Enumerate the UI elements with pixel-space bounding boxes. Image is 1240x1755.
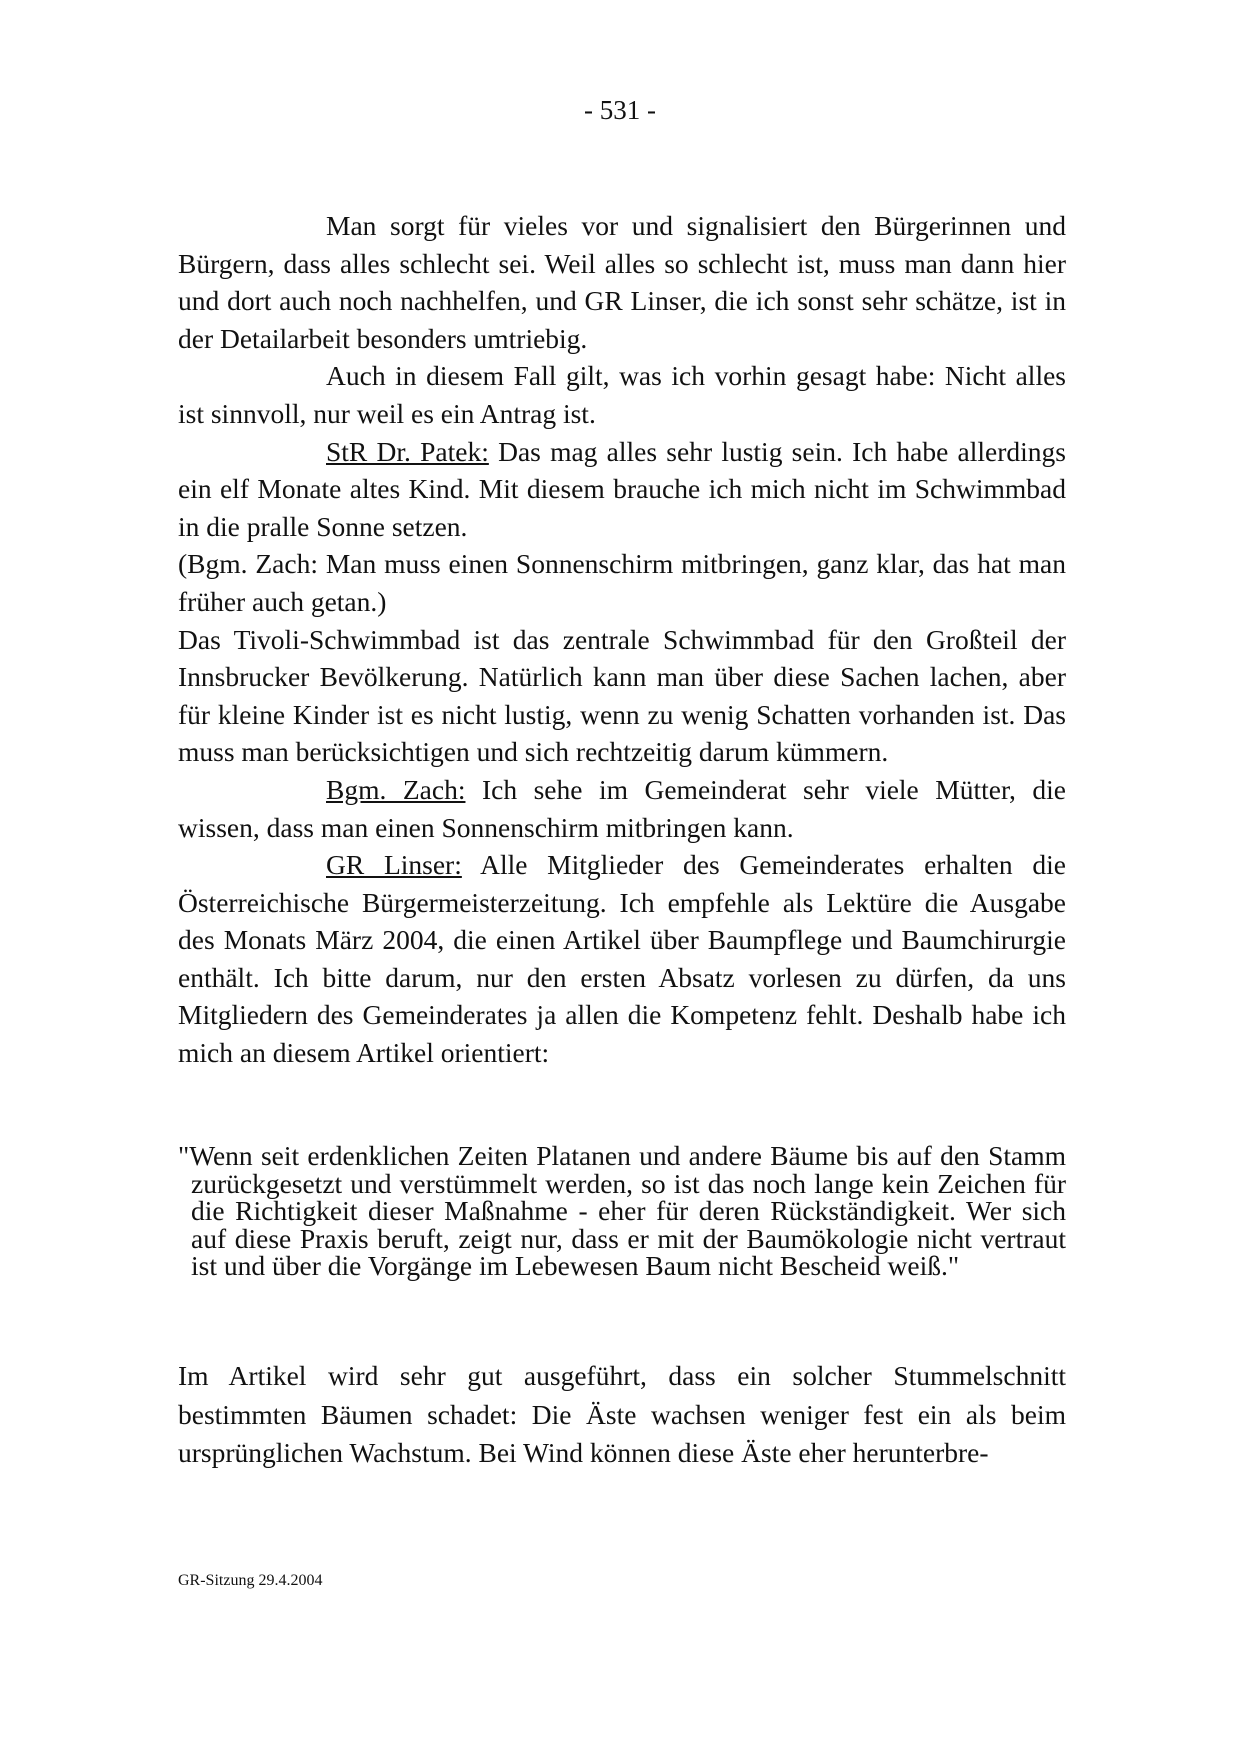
paragraph-3-text: Das mag alles sehr lustig sein. Ich habe allerdings ein elf Monate altes Kind. Mit diesem brauche ich mich nicht im Schwimmbad in die pralle Sonne setzen.	[178, 435, 1067, 542]
footer-session-date: GR-Sitzung 29.4.2004	[178, 1572, 323, 1589]
paragraph-2: Auch in diesem Fall gilt, was ich vorhin gesagt habe: Nicht alles ist sinnvoll, nur weil es ein Antrag ist.	[178, 360, 1066, 429]
speaker-linser: GR Linser:	[326, 849, 462, 881]
page-number: - 531 -	[584, 95, 656, 125]
paragraph-6-text: Ich sehe im Gemeinderat sehr viele Mütter, die wissen, dass man einen Sonnenschirm mitbringen kann.	[178, 773, 1066, 843]
paragraph-1: Man sorgt für vieles vor und signalisiert den Bürgerinnen und Bürgern, dass alles schlecht sei. Weil alles so schlecht ist, muss man dann hier und dort auch noch nachhelfen, und GR Linser, die ich sonst sehr schätze, ist in der Detailarbeit besonders umtriebig.	[178, 210, 1066, 354]
paragraph-6	[178, 771, 1066, 846]
document-body	[178, 207, 1066, 1072]
paragraph-after-quote: Im Artikel wird sehr gut ausgeführt, dass ein solcher Stummelschnitt bestimmten Bäumen schadet: Die Äste wachsen weniger fest ein als beim ursprünglichen Wachstum. Bei Wind können diese Äste eher herunterbre-	[178, 1360, 1066, 1468]
paragraph-3	[178, 433, 1066, 546]
speaker-patek: StR Dr. Patek:	[326, 435, 489, 467]
block-quote: "Wenn seit erdenklichen Zeiten Platanen und andere Bäume bis auf den Stamm zurückgesetzt und verstümmelt werden, so ist das noch lange kein Zeichen für die Richtigkeit dieser Maßnahme - eher für deren Rückständigkeit. Wer sich auf diese Praxis beruft, zeigt nur, dass er mit der Baumökologie nicht vertraut ist und über die Vorgänge im Lebewesen Baum nicht Bescheid weiß."	[178, 1140, 1066, 1281]
paragraph-5: Das Tivoli-Schwimmbad ist das zentrale Schwimmbad für den Großteil der Innsbrucker Bevölkerung. Natürlich kann man über diese Sachen lachen, aber für kleine Kinder ist es nicht lustig, wenn zu wenig Schatten vorhanden ist. Das muss man berücksichtigen und sich rechtzeitig darum kümmern.	[178, 623, 1066, 768]
paragraph-7-text: Alle Mitglieder des Gemeinderates erhalten die Österreichische Bürgermeisterzeitung. Ich empfehle als Lektüre die Ausgabe des Monats März 2004, die einen Artikel über Baumpflege und Baumchirurgie enthält. Ich bitte darum, nur den ersten Absatz vorlesen zu dürfen, da uns Mitgliedern des Gemeinderates ja allen die Kompetenz fehlt. Deshalb habe ich mich an diesem Artikel orientiert:	[178, 849, 1066, 1069]
speaker-zach: Bgm. Zach:	[326, 773, 466, 805]
paragraph-7	[178, 846, 1066, 1072]
paragraph-4-interjection: (Bgm. Zach: Man muss einen Sonnenschirm mitbringen, ganz klar, das hat man früher auch getan.)	[178, 548, 1066, 617]
